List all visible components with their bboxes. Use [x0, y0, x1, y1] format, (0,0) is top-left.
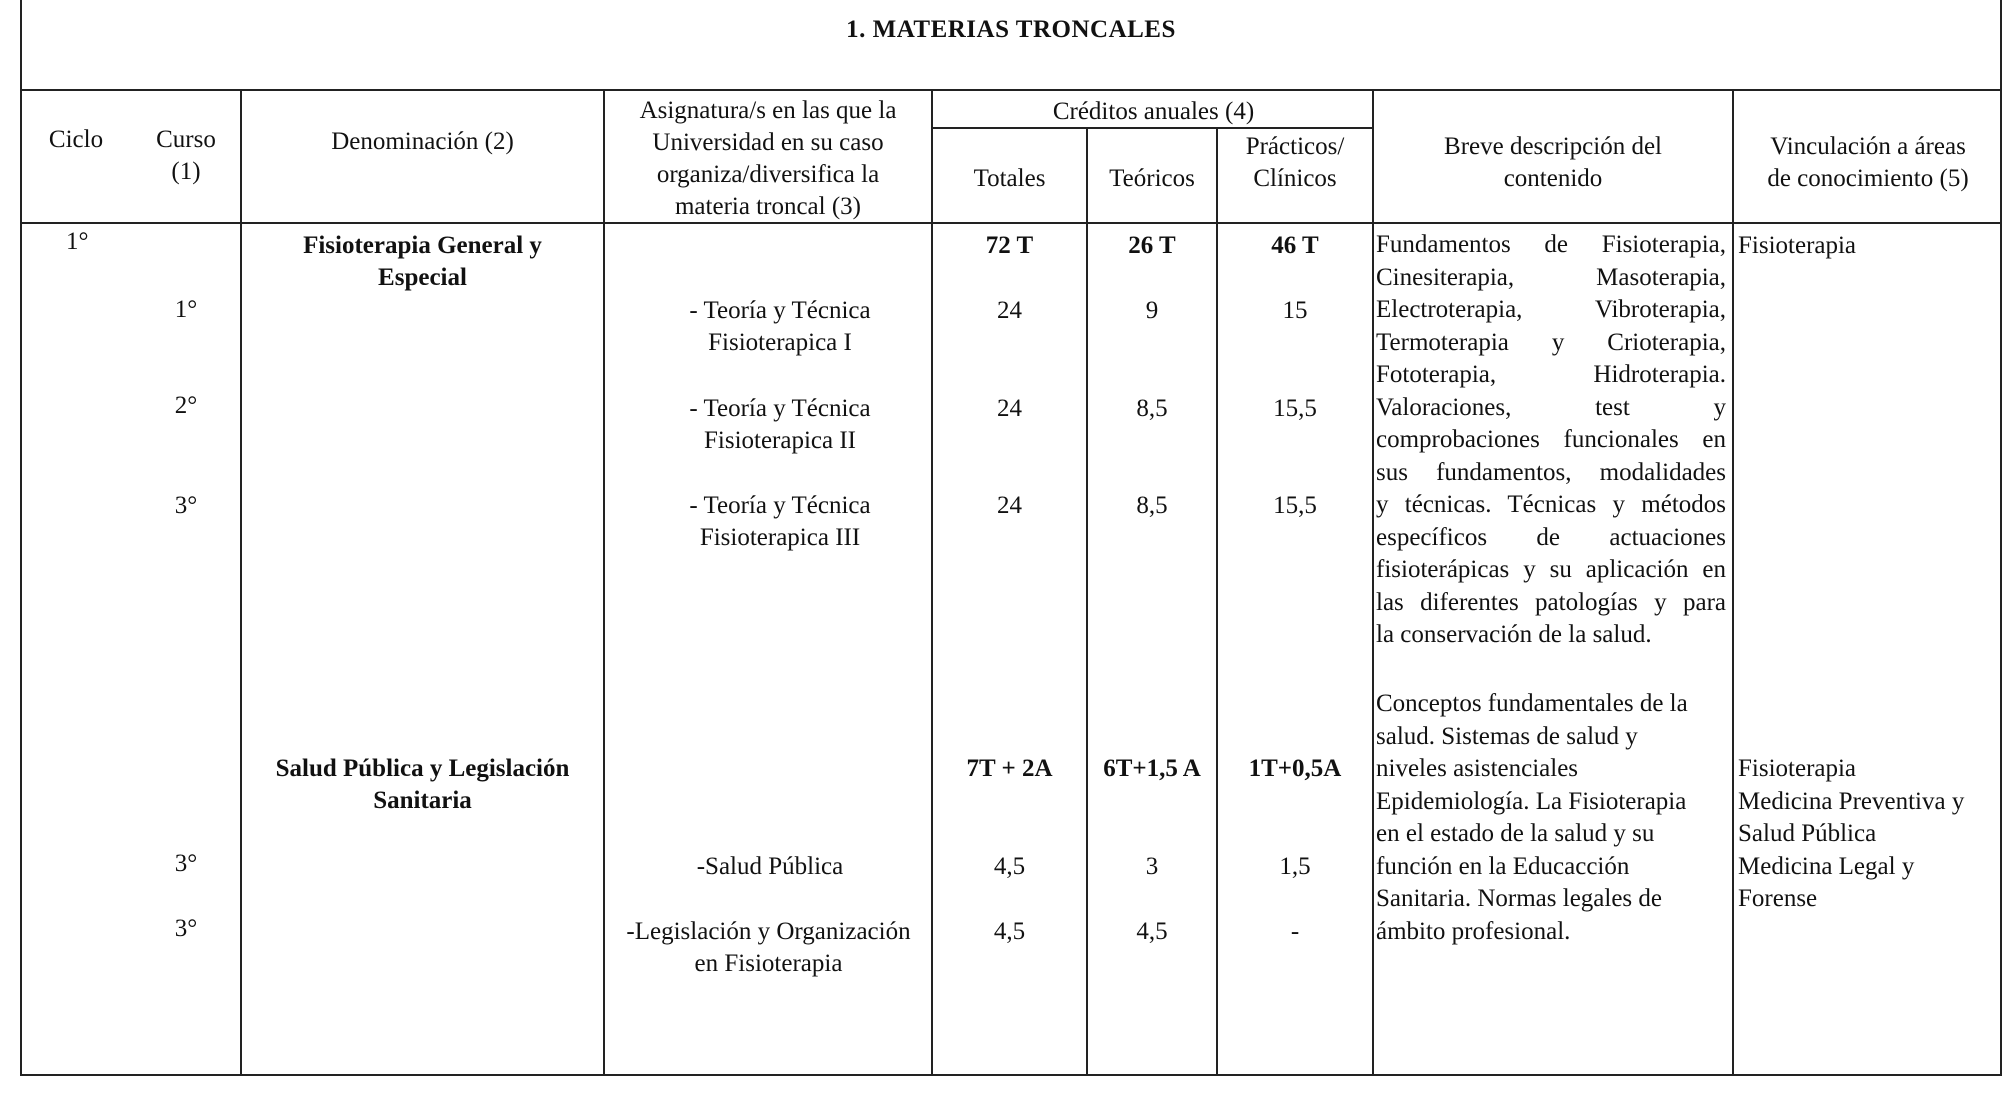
- desc-line: Termoterapia y Crioterapia,: [1376, 328, 1726, 356]
- asignatura-1-1-curso: 1°: [174, 296, 198, 323]
- vinculacion-line: Fisioterapia: [1738, 755, 1857, 782]
- asignatura-1-1-teoricos: 9: [1145, 297, 1159, 324]
- materia-1-vinculacion: Fisioterapia: [1738, 232, 1857, 259]
- vinculacion-line: Salud Pública: [1738, 820, 1877, 847]
- asignatura-1-3-practicos: 15,5: [1273, 492, 1317, 519]
- asignatura-2-2-teoricos: 4,5: [1136, 918, 1168, 945]
- asignatura-1-3-curso: 3°: [174, 492, 198, 519]
- desc-line: la conservación de la salud.: [1376, 621, 1652, 648]
- materia-1-totales: 72 T: [985, 232, 1034, 259]
- desc-line: las diferentes patologías y para: [1376, 588, 1726, 616]
- desc-line: Electroterapia, Vibroterapia,: [1376, 296, 1726, 323]
- asignatura-2-2-totales: 4,5: [993, 918, 1026, 945]
- materia-2-vinculacion: [1738, 753, 1993, 916]
- asignatura-2-2-practicos: -: [1290, 918, 1300, 945]
- vinculacion-line: Forense: [1738, 885, 1818, 912]
- desc-line: sus fundamentos, modalidades: [1376, 458, 1726, 486]
- header-vinculacion: Vinculación a áreas de conocimiento (5): [1767, 133, 1969, 192]
- asignatura-2-1-teoricos: 3: [1145, 853, 1159, 880]
- header-descripcion: Breve descripción del contenido: [1444, 133, 1662, 192]
- asignatura-2-1-nombre: -Salud Pública: [696, 853, 844, 880]
- asignatura-1-1-totales: 24: [997, 297, 1022, 324]
- header-denominacion: Denominación (2): [331, 128, 514, 155]
- header-curso: Curso (1): [156, 126, 216, 185]
- title-divider: [20, 89, 2002, 91]
- materia-2-descripcion: [1376, 688, 1688, 948]
- header-practicos: Prácticos/ Clínicos: [1245, 133, 1345, 192]
- desc-line: fisioterápicas y su aplicación en: [1376, 556, 1726, 583]
- asignatura-1-3-nombre: - Teoría y Técnica Fisioterapica III: [689, 492, 871, 551]
- asignatura-1-2-totales: 24: [997, 395, 1022, 422]
- asignatura-2-2-nombre: -Legislación y Organización en Fisioterapia: [626, 918, 911, 977]
- desc-line: y técnicas. Técnicas y métodos: [1376, 491, 1726, 518]
- materia-1-teoricos: 26 T: [1128, 232, 1176, 259]
- ciclo-value: 1°: [66, 228, 89, 255]
- header-creditos: Créditos anuales (4): [1052, 98, 1255, 125]
- asignatura-1-2-nombre: - Teoría y Técnica Fisioterapica II: [689, 395, 871, 454]
- asignatura-1-1-nombre: - Teoría y Técnica Fisioterapica I: [689, 297, 871, 356]
- asignatura-2-1-practicos: 1,5: [1279, 853, 1311, 880]
- asignatura-1-2-teoricos: 8,5: [1136, 395, 1168, 422]
- materia-2-denominacion: Salud Pública y Legislación Sanitaria: [275, 755, 570, 814]
- desc-line: función en la Educacción: [1376, 852, 1630, 880]
- asignatura-2-1-curso: 3°: [174, 850, 198, 877]
- desc-line: Valoraciones, test y: [1376, 393, 1726, 421]
- col-line-asignaturas: [603, 89, 605, 1076]
- asignatura-1-3-teoricos: 8,5: [1136, 492, 1168, 519]
- materia-1-descripcion: [1376, 229, 1726, 652]
- desc-line: Epidemiología. La Fisioterapia: [1376, 787, 1687, 815]
- materia-2-teoricos: 6T+1,5 A: [1103, 755, 1201, 782]
- vinculacion-line: Medicina Preventiva y: [1738, 787, 1965, 815]
- desc-line: ámbito profesional.: [1376, 917, 1571, 945]
- desc-line: Fundamentos de Fisioterapia,: [1376, 231, 1726, 258]
- materia-1-denominacion: Fisioterapia General y Especial: [303, 232, 542, 291]
- desc-line: comprobaciones funcionales en: [1376, 426, 1726, 453]
- desc-line: niveles asistenciales: [1376, 755, 1579, 782]
- desc-line: Conceptos fundamentales de la: [1376, 690, 1688, 717]
- asignatura-2-2-curso: 3°: [174, 915, 198, 942]
- asignatura-1-1-practicos: 15: [1282, 297, 1308, 324]
- col-line-vinculacion: [1732, 89, 1734, 1076]
- asignatura-1-2-curso: 2°: [174, 392, 198, 419]
- desc-line: específicos de actuaciones: [1376, 523, 1726, 551]
- asignatura-1-2-practicos: 15,5: [1273, 395, 1317, 422]
- desc-line: en el estado de la salud y su: [1376, 820, 1655, 847]
- asignatura-2-1-totales: 4,5: [993, 853, 1026, 880]
- header-ciclo: Ciclo: [48, 126, 104, 153]
- asignatura-1-3-totales: 24: [997, 492, 1022, 519]
- header-totales: Totales: [973, 165, 1046, 192]
- header-divider: [20, 222, 2002, 224]
- section-title: 1. MATERIAS TRONCALES: [846, 16, 1176, 43]
- vinculacion-line: Medicina Legal y: [1738, 852, 1915, 880]
- header-asignaturas: Asignatura/s en las que la Universidad en su caso organiza/diversifica la materia troncal (3): [639, 97, 897, 220]
- header-teoricos: Teóricos: [1109, 165, 1195, 192]
- desc-line: Fototerapia, Hidroterapia.: [1376, 361, 1726, 388]
- col-line-descripcion: [1372, 89, 1374, 1076]
- desc-line: Cinesiterapia, Masoterapia,: [1376, 263, 1726, 291]
- materia-1-practicos: 46 T: [1271, 232, 1319, 259]
- desc-line: salud. Sistemas de salud y: [1376, 722, 1638, 750]
- materia-2-practicos: 1T+0,5A: [1248, 755, 1342, 782]
- materia-2-totales: 7T + 2A: [966, 755, 1053, 782]
- desc-line: Sanitaria. Normas legales de: [1376, 885, 1663, 912]
